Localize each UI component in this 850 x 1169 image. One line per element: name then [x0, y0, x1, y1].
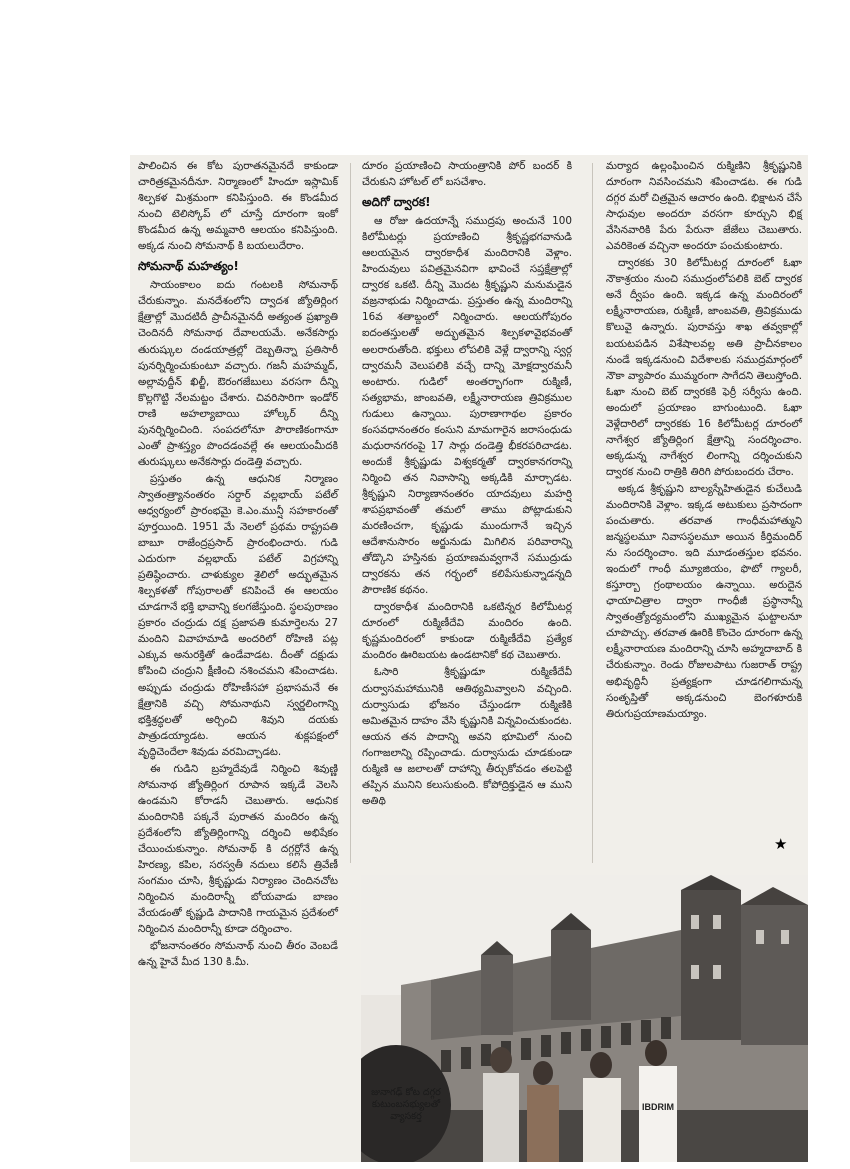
paragraph: ద్వారకాధీశ మందిరానికి ఒకటిన్నర కిలోమీటర్ల దూరంలో రుక్మిణీదేవి మందిరం ఉంది. కృష్ణమందిరంలో కాకుండా రుక్మిణీదేవి ప్రత్యేక మందిరం ఊరిబయట ఉండటానికో కథ చెబుతారు. [362, 601, 572, 662]
caption-line: వ్యాసకర్త [390, 1111, 422, 1122]
article-column-1 [138, 158, 338, 970]
paragraph: సాయంకాలం ఐదు గంటలకి సోమనాథ్ చేరుకున్నాం. మనదేశంలోని ద్వాదశ జ్యోతిర్లింగ క్షేత్రాల్లో మొదటిదీ ప్రాచీనమైనదీ అత్యంత ప్రఖ్యాతి చెందినదీ సోమనాథ దేవాలయమే. అనేకసార్లు తురుష్కుల దండయాత్రల్లో దెబ్బతిన్నా ప్రతిసారీ పునర్నిర్మించుకుంటూ వచ్చారు. గజనీ మహమ్మద్, అల్లావుద్దీన్ ఖిల్జీ, ఔరంగజేబులు వరసగా దీన్ని కొల్లగొట్టి నేలమట్టం చేశారు. చివరిసారిగా ఇండోర్ రాణి అహల్యాబాయి హోల్కర్ దీన్ని పునర్నిర్మించింది. సంపదలోనూ పౌరాణికంగానూ ఎంతో ప్రాశస్త్యం పొందడంవల్లే ఈ ఆలయంమీదకి తురుష్కులు అనేకసార్లు దండెత్తి వచ్చారు. [138, 279, 338, 468]
paragraph: దూరం ప్రయాణించి సాయంత్రానికి పోర్ బందర్ కి చేరుకుని హోటల్ లో బసచేశాం. [362, 160, 572, 189]
fort-family-photo [361, 875, 808, 1162]
column-divider [350, 163, 351, 863]
end-mark-star-icon: ★ [774, 835, 788, 853]
paragraph: అక్కడ శ్రీకృష్ణుని బాల్యస్నేహితుడైన కుచేలుడి మందిరానికి వెళ్లాం. ఇక్కడ అటుకులు ప్రసాదంగా పంచుతారు. తరవాత గాంధీమహాత్ముని జన్మస్థలమూ నివాసస్థలమూ అయిన కీర్తిమందిర్ ను సందర్శించాం. ఇది మూడంతస్తుల భవనం. ఇందులో గాంధీ మ్యూజియం, ఫొటో గ్యాలరీ, కస్తూర్బా గ్రంథాలయం ఉన్నాయి. అరుదైన ఛాయాచిత్రాల ద్వారా గాంధీజీ ప్రస్థానాన్నీ స్వాతంత్ర్యోద్యమంలోని ముఖ్యమైన ఘట్టాలనూ చూపొచ్చు. తరవాత ఊరికి కొంచెం దూరంగా ఉన్న లక్ష్మీనారాయణ మందిరాన్ని చూసి అహ్మదాబాద్ కి చేరుకున్నాం. రెండు రోజులపాటు గుజరాత్ రాష్ట్ర అభివృద్ధినీ ప్రత్యక్షంగా చూడగలిగామన్న సంతృప్తితో అక్కడనుంచి బెంగళూరుకి తిరుగుప్రయాణమయ్యాం. [606, 482, 802, 720]
article-column-2 [362, 158, 572, 809]
paragraph: భోజనానంతరం సోమనాథ్ నుంచి తీరం వెంబడే ఉన్న హైవే మీద 130 కి.మీ. [138, 940, 338, 969]
paragraph: పాలించిన ఈ కోట పురాతనమైనదే కాకుండా చారిత్రకమైనదీనూ. నిర్మాణంలో హిందూ ఇస్లామిక్ శిల్పకళ మిశ్రమంగా కనిపిస్తుంది. ఈ కొండమీద నుంచి టెలిస్కోప్ లో చూస్తే దూరంగా ఇంకో కొండమీద ఉన్న అమ్మవారి ఆలయం కనిపిస్తుంది. అక్కడ నుంచి సోమనాథ్ కి బయలుదేరాం. [138, 160, 338, 253]
paragraph: ద్వారకకు 30 కిలోమీటర్ల దూరంలో ఓఖా నౌకాశ్రయం నుంచి సముద్రంలోపలికి బెట్ ద్వారక అనే ద్వీపం ఉంది. ఇక్కడ ఉన్న మందిరంలో లక్ష్మీనారాయణ, రుక్మిణీ, జాంబవతి, త్రివిక్రముడు కొలువై ఉన్నారు. పురావస్తు శాఖ తవ్వకాల్లో బయటపడిన విశేషాలవల్ల అతి ప్రాచీనకాలం నుండే ఇక్కడనుంచి విదేశాలకు సముద్రమార్గంలో నౌకా వ్యాపారం ముమ్మరంగా సాగేదని తెలుస్తోంది. ఓఖా నుంచి బెట్ ద్వారకకి ఫెర్రీ సర్వీసు ఉంది. అందులో ప్రయాణం బాగుంటుంది. ఓఖా వెళ్లేదారిలో ద్వారకకు 16 కిలోమీటర్ల దూరంలో నాగేశ్వర జ్యోతిర్లింగ క్షేత్రాన్ని సందర్శించాం. అక్కడున్న నాగేశ్వర లింగాన్ని దర్శించుకుని ద్వారక నుంచి రాత్రికి తిరిగి పోరుబందరు చేరాం. [606, 257, 802, 478]
paragraph: ఈ గుడిని బ్రహ్మదేవుడే నిర్మించి శివుణ్ణి సోమనాథ జ్యోతిర్లింగ రూపాన ఇక్కడే వెలసి ఉండమని కోరాడనీ చెబుతారు. ఆధునిక మందిరానికి పక్కనే పురాతన మందిరం ఉన్న ప్రదేశంలోని జ్యోతిర్లింగాన్ని దర్శించి అభిషేకం చేయించుకున్నాం. సోమనాథ్ కి దగ్గర్లోనే ఉన్న హిరణ్య, కపిల, సరస్వతీ నదులు కలిసే త్రివేణీ సంగమం చూసి, శ్రీకృష్ణుడు నిర్యాణం చెందినచోట నిర్మించిన మందిరాన్నీ బోయవాడు బాణం వేయడంతో కృష్ణుడి పాదానికి గాయమైన ప్రదేశంలో నిర్మించిన మందిరాన్నీ కూడా దర్శించాం. [138, 762, 338, 936]
paragraph: ఆ రోజు ఉదయాన్నే సముద్రపు అంచునే 100 కిలోమీటర్లు ప్రయాణించి శ్రీకృష్ణభగవానుడి ఆలయమైన ద్వారకాధీశ మందిరానికి వెళ్లాం. హిందువులు పవిత్రమైనవిగా భావించే సప్తక్షేత్రాల్లో ద్వారక ఒకటి. దీన్ని మొదట శ్రీకృష్ణుని మనుమడైన వజ్రనాభుడు నిర్మించాడు. ప్రస్తుతం ఉన్న మందిరాన్ని 16వ శతాబ్దంలో నిర్మించారు. ఆలయగోపురం ఐదంతస్తులతో అద్భుతమైన శిల్పకళావైభవంతో అలరారుతోంది. భక్తులు లోపలికి వెళ్లే ద్వారాన్ని స్వర్గ ద్వారమనీ వెలుపలికి వచ్చే దాన్ని మోక్షద్వారమనీ అంటారు. గుడిలో అంతర్భాగంగా రుక్మిణీ, సత్యభామ, జాంబవతి, లక్ష్మీనారాయణ త్రివిక్రముల గుడులు ఉన్నాయి. పురాణాగాథల ప్రకారం కంసవధానంతరం కంసుని మామగారైన జరాసంధుడు మధురానగరంపై 17 సార్లు దండెత్తి భీకరపరిచాడట. అందుకే శ్రీకృష్ణుడు విశ్వకర్మతో ద్వారకానగరాన్ని నిర్మించి తన నివాసాన్ని అక్కడికి మార్చాడట. శ్రీకృష్ణుని నిర్యాణానంతరం యాదవులు మహర్షి శాపప్రభావంతో తమలో తాము పోట్లాడుకుని మరణించగా, కృష్ణుడు ముందుగానే ఇచ్చిన ఆదేశానుసారం అర్జునుడు మిగిలిన పరివారాన్ని తోడ్కొని హస్తినకు ప్రయాణమవ్వగానే సముద్రుడు ద్వారకను తన గర్భంలో కలిపేసుకున్నాడన్నది పౌరాణిక కథనం. [362, 215, 572, 597]
section-heading: సోమనాథ్ మహత్యం! [138, 259, 239, 274]
caption-line: జునాగఢ్ కోట దగ్గర [371, 1087, 441, 1098]
magazine-clipping [130, 155, 808, 1162]
section-heading: అదిగో ద్వారక! [362, 195, 431, 210]
column-divider [592, 163, 593, 863]
shirt-text: IBDRIM [642, 1102, 674, 1112]
article-column-3 [606, 158, 802, 722]
paragraph: మర్యాద ఉల్లంఘించిన రుక్మిణిని శ్రీకృష్ణునికి దూరంగా నివసించమని శపించాడట. ఈ గుడి దగ్గర మరో చిత్రమైన ఆచారం ఉంది. భిక్షాటన చేసే సాధువుల అందరూ వరసగా కూర్చుని భిక్ష వేసినవారికి పేరు పేరునా జేజేలు చెబుతారు. ఎవరికెంత వచ్చినా అందరూ పంచుకుంటారు. [606, 160, 802, 253]
paragraph: ఓసారి శ్రీకృష్ణుడూ రుక్మిణీదేవీ దుర్వాసమహామునికి ఆతిథ్యమివ్వాలని వచ్చింది. దుర్వాసుడు భోజనం చేస్తుండగా రుక్మిణికి అమితమైన దాహం వేసి కృష్ణునికి విన్నవించుకుందట. ఆయన తన పాదాన్ని అవని భూమిలో నుంచి గంగాజలాన్ని రప్పించాడు. దుర్వాసుడు చూడకుండా రుక్మిణి ఆ జలాలతో దాహాన్ని తీర్చుకోవడం తలపెట్టి తప్పిన మునిని కలుసుకుంది. కోపోద్రిక్తుడైన ఆ ముని అతిథి [362, 666, 572, 807]
photo-caption [367, 1087, 445, 1123]
paragraph: ప్రస్తుతం ఉన్న ఆధునిక నిర్మాణం స్వాతంత్ర్యానంతరం సర్దార్ వల్లభాయ్ పటేల్ ఆధ్వర్యంలో ప్రారంభమై కె.ఎం.మున్షీ సహకారంతో పూర్తయింది. 1951 మే నెలలో ప్రథమ రాష్ట్రపతి బాబూ రాజేంద్రప్రసాద్ ప్రారంభించారు. గుడి ఎదురుగా వల్లభాయ్ పటేల్ విగ్రహాన్ని ప్రతిష్ఠించారు. చాళుక్యుల శైలిలో అద్భుతమైన శిల్పకళతో గోపురాలతో కనిపించే ఈ ఆలయం చూడగానే భక్తి భావాన్ని కలగజేస్తుంది. స్థలపురాణం ప్రకారం చంద్రుడు దక్ష ప్రజాపతి కుమార్తెలను 27 మందిని వివాహమాడి అందరిలో రోహిణి పట్ల ఎక్కువ అనురక్తితో ఉండేవాడట. దీంతో దక్షుడు కోపించి చంద్రుని క్షీణించి నశించమని శపించాడట. అప్పుడు చంద్రుడు రోహిణీసహా ప్రభాసమనే ఈ క్షేత్రానికి వచ్చి సోమనాథుని స్వర్ణలింగాన్ని భక్తిశ్రద్ధలతో అర్చించి శివుని దయకు పాత్రుడయ్యాడట. ఆయన శుక్లపక్షంలో వృద్ధిచెందేలా శివుడు వరమిచ్చాడట. [138, 472, 338, 758]
caption-line: కుటుంబసభ్యులతో [371, 1099, 441, 1110]
